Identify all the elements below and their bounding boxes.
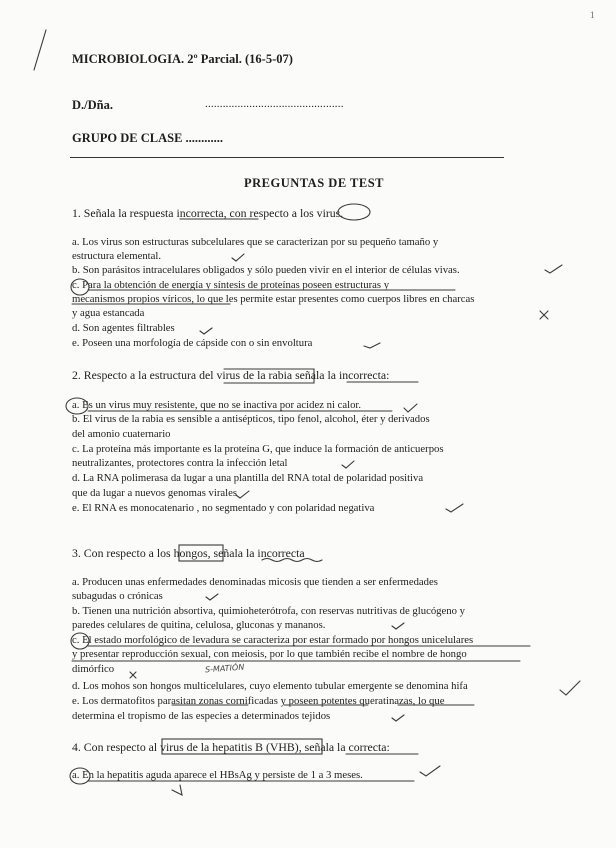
question-3-stem: 3. Con respecto a los hongos, señala la incorrecta	[72, 546, 305, 560]
q2-tick-e	[446, 504, 463, 512]
q2-option-e[interactable]: e. El RNA es monocatenario , no segmentado y con polaridad negativa	[72, 502, 375, 514]
section-title: PREGUNTAS DE TEST	[244, 176, 385, 190]
q1-cross-c	[540, 311, 548, 319]
q3-option-a-cont: subagudas o crónicas	[72, 590, 163, 602]
q2-option-a[interactable]: a. Es un virus muy resistente, que no se inactiva por acidez ni calor.	[72, 399, 362, 411]
q3-tick-d	[560, 681, 580, 695]
q3-option-e-cont: determina el tropismo de las especies a determinados tejidos	[72, 710, 331, 722]
q2-option-b-cont: del amonio cuaternario	[72, 428, 171, 440]
q1-option-d[interactable]: d. Son agentes filtrables	[72, 322, 175, 334]
q1-tick-e	[364, 343, 380, 348]
q3-option-c[interactable]: c. El estado morfológico de levadura se caracteriza por estar formado por hongos unicelulares	[72, 634, 474, 646]
q3-option-b-cont: paredes celulares de quitina, celulosa, gluconas y mananos.	[72, 619, 326, 631]
q3-option-e[interactable]: e. Los dermatofitos parasitan zonas cornificadas y poseen potentes queratinazas, lo que	[72, 695, 445, 707]
q1-tick-a	[232, 254, 244, 261]
q3-option-a[interactable]: a. Producen unas enfermedades denominadas micosis que tienden a ser enfermedades	[72, 576, 438, 588]
q2-option-b[interactable]: b. El virus de la rabia es sensible a antisépticos, tipo fenol, alcohol, éter y derivados	[72, 413, 430, 425]
course-title: MICROBIOLOGIA. 2º Parcial. (16-5-07)	[72, 52, 293, 66]
q1-tick-d	[200, 328, 212, 334]
q3-tick-e	[392, 715, 404, 721]
header-divider	[70, 157, 504, 158]
q2-option-d[interactable]: d. La RNA polimerasa da lugar a una plantilla del RNA total de polaridad positiva	[72, 472, 424, 484]
q2-tick-c	[342, 461, 354, 468]
question-2-stem: 2. Respecto a la estructura del virus de la rabia señala la incorrecta:	[72, 368, 390, 382]
q3-cross-c	[130, 672, 136, 678]
q1-option-c-cont: mecanismos propios víricos, lo que les permite estar presentes como cuerpos libres en charcas	[72, 293, 475, 305]
q4-option-a[interactable]: a. En la hepatitis aguda aparece el HBsAg y persiste de 1 a 3 meses.	[72, 769, 363, 781]
q1-option-a-cont: estructura elemental.	[72, 250, 162, 262]
q3-option-b[interactable]: b. Tienen una nutrición absortiva, quimioheterótrofa, con reservas nutritivas de glucógeno y	[72, 605, 465, 617]
page-number: 1	[590, 10, 595, 20]
q1-option-c-cont-2: y agua estancada	[72, 307, 145, 319]
margin-slash-mark	[34, 30, 46, 70]
q1-option-a[interactable]: a. Los virus son estructuras subcelulares que se caracterizan por su pequeño tamaño y	[72, 236, 439, 248]
handwritten-note: S-MATIÓN	[204, 662, 245, 675]
q2-tick-d	[236, 491, 249, 498]
group-label: GRUPO DE CLASE ............	[72, 131, 224, 145]
q2-option-c[interactable]: c. La proteína más importante es la proteína G, que induce la formación de anticuerpos	[72, 443, 444, 455]
q2-option-d-cont: que da lugar a nuevos genomas virales	[72, 487, 238, 499]
q4-arrow	[172, 785, 182, 795]
q1-option-c[interactable]: c. Para la obtención de energía y síntesis de proteínas poseen estructuras y	[72, 279, 390, 291]
name-field-dots[interactable]: ...............................................	[205, 98, 344, 110]
q1-tick-b	[545, 265, 562, 273]
q3-tick-a	[206, 594, 218, 600]
q3-option-d[interactable]: d. Los mohos son hongos multicelulares, cuyo elemento tubular emergente se denomina hifa	[72, 680, 468, 692]
q4-tick-a	[420, 766, 440, 776]
q2-option-c-cont: neutralizantes, protectores contra la infección letal	[72, 457, 288, 469]
question-1-stem: 1. Señala la respuesta incorrecta, con respecto a los virus.	[72, 206, 344, 220]
q2-tick-b	[404, 404, 417, 412]
q1-option-e[interactable]: e. Poseen una morfología de cápside con o sin envoltura	[72, 337, 313, 349]
question-4-stem: 4. Con respecto al virus de la hepatitis B (VHB), señala la correcta:	[72, 740, 390, 754]
q3-option-c-cont-2: dimórfico	[72, 663, 115, 675]
q1-option-b[interactable]: b. Son parásitos intracelulares obligados y sólo pueden vivir en el interior de células vivas.	[72, 264, 460, 276]
name-label: D./Dña.	[72, 98, 113, 112]
q3-tick-b	[392, 623, 404, 629]
q3-option-c-cont: y presentar reproducción sexual, con meiosis, por lo que también recibe el nombre de hongo	[72, 648, 467, 660]
